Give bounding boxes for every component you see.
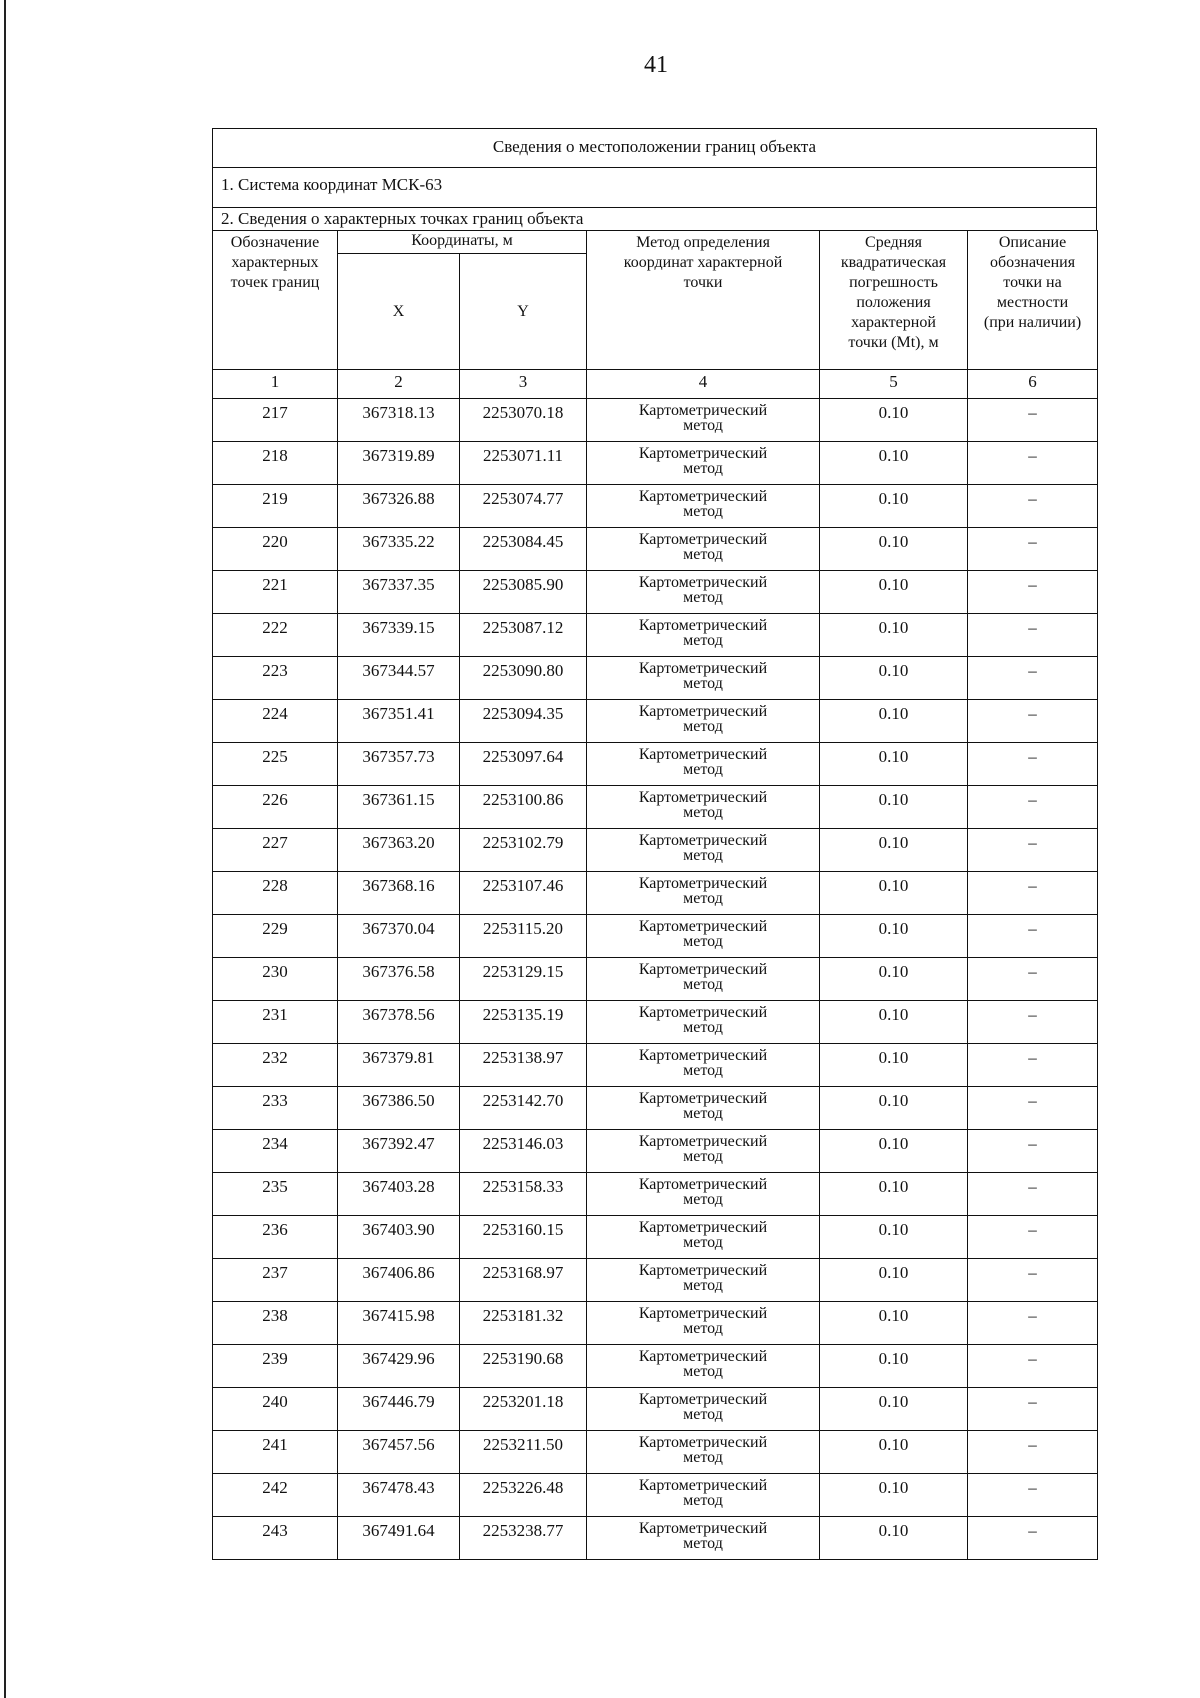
- method-line: Картометрический: [638, 1348, 768, 1365]
- method-cell: [587, 829, 820, 872]
- coord-x: 367386.50: [338, 1087, 460, 1130]
- coord-y: 2253211.50: [460, 1431, 587, 1474]
- column-number: 5: [820, 370, 968, 399]
- description-value: –: [968, 700, 1098, 743]
- description-value: –: [968, 485, 1098, 528]
- page-edge-line: [4, 0, 6, 1698]
- description-value: –: [968, 915, 1098, 958]
- method-line: Картометрический: [638, 1434, 768, 1451]
- coord-y: 2253226.48: [460, 1474, 587, 1517]
- col-coords-header: Координаты, м: [338, 231, 587, 254]
- method-line: метод: [683, 1062, 723, 1079]
- method-line: метод: [683, 632, 723, 649]
- description-value: –: [968, 786, 1098, 829]
- point-id: 227: [213, 829, 338, 872]
- column-number: 6: [968, 370, 1098, 399]
- table-row: [213, 442, 1098, 485]
- col-method-header: Метод определения координат характерной точки: [587, 231, 820, 370]
- method-line: Картометрический: [638, 1133, 768, 1150]
- method-line: метод: [683, 890, 723, 907]
- col-error-header: Средняя квадратическая погрешность положения характерной точки (Mt), м: [820, 231, 968, 370]
- method-cell: [587, 1259, 820, 1302]
- coord-x: 367357.73: [338, 743, 460, 786]
- method-line: метод: [683, 1191, 723, 1208]
- method-cell: [587, 958, 820, 1001]
- method-line: Картометрический: [638, 1520, 768, 1537]
- description-value: –: [968, 829, 1098, 872]
- point-id: 225: [213, 743, 338, 786]
- sheet-title: Сведения о местоположении границ объекта: [213, 129, 1096, 168]
- table-row: [213, 571, 1098, 614]
- method-cell: [587, 442, 820, 485]
- coord-y: 2253074.77: [460, 485, 587, 528]
- coord-x: 367478.43: [338, 1474, 460, 1517]
- method-cell: [587, 528, 820, 571]
- coord-y: 2253146.03: [460, 1130, 587, 1173]
- mt-value: 0.10: [820, 1216, 968, 1259]
- method-line: метод: [683, 546, 723, 563]
- table-row: [213, 1388, 1098, 1431]
- coord-y: 2253070.18: [460, 399, 587, 442]
- method-line: метод: [683, 1148, 723, 1165]
- table-row: [213, 1216, 1098, 1259]
- description-value: –: [968, 1388, 1098, 1431]
- coord-y: 2253142.70: [460, 1087, 587, 1130]
- coord-x: 367318.13: [338, 399, 460, 442]
- column-number: 2: [338, 370, 460, 399]
- method-line: Картометрический: [638, 746, 768, 763]
- coord-y: 2253090.80: [460, 657, 587, 700]
- description-value: –: [968, 657, 1098, 700]
- coord-y: 2253107.46: [460, 872, 587, 915]
- point-id: 231: [213, 1001, 338, 1044]
- coord-x: 367368.16: [338, 872, 460, 915]
- coord-x: 367319.89: [338, 442, 460, 485]
- mt-value: 0.10: [820, 1130, 968, 1173]
- table-row: [213, 1044, 1098, 1087]
- method-line: метод: [683, 460, 723, 477]
- description-value: –: [968, 528, 1098, 571]
- method-line: метод: [683, 1535, 723, 1552]
- method-cell: [587, 1431, 820, 1474]
- table-row: [213, 829, 1098, 872]
- point-id: 226: [213, 786, 338, 829]
- method-line: Картометрический: [638, 445, 768, 462]
- table-row: [213, 700, 1098, 743]
- col-designation-header: Обозначение характерных точек границ: [213, 231, 338, 370]
- method-cell: [587, 399, 820, 442]
- table-row: [213, 1517, 1098, 1560]
- method-cell: [587, 1216, 820, 1259]
- description-value: –: [968, 1474, 1098, 1517]
- coord-y: 2253158.33: [460, 1173, 587, 1216]
- page-number: 41: [644, 52, 668, 78]
- coord-x: 367363.20: [338, 829, 460, 872]
- coord-x: 367337.35: [338, 571, 460, 614]
- coord-x: 367370.04: [338, 915, 460, 958]
- method-line: метод: [683, 804, 723, 821]
- coord-y: 2253084.45: [460, 528, 587, 571]
- point-id: 233: [213, 1087, 338, 1130]
- table-row: [213, 614, 1098, 657]
- method-line: метод: [683, 1406, 723, 1423]
- points-section-title: 2. Сведения о характерных точках границ объекта: [221, 209, 584, 228]
- mt-value: 0.10: [820, 571, 968, 614]
- mt-value: 0.10: [820, 1474, 968, 1517]
- method-line: Картометрический: [638, 1305, 768, 1322]
- coord-x: 367344.57: [338, 657, 460, 700]
- method-cell: [587, 1302, 820, 1345]
- method-line: метод: [683, 1019, 723, 1036]
- method-line: метод: [683, 933, 723, 950]
- sheet-header: [212, 128, 1097, 230]
- point-id: 229: [213, 915, 338, 958]
- coord-x: 367335.22: [338, 528, 460, 571]
- method-line: метод: [683, 1492, 723, 1509]
- table-row: [213, 1345, 1098, 1388]
- method-cell: [587, 1474, 820, 1517]
- method-cell: [587, 485, 820, 528]
- coord-y: 2253160.15: [460, 1216, 587, 1259]
- table-row: [213, 1259, 1098, 1302]
- description-value: –: [968, 743, 1098, 786]
- description-value: –: [968, 1130, 1098, 1173]
- description-value: –: [968, 1044, 1098, 1087]
- method-line: метод: [683, 1363, 723, 1380]
- method-line: метод: [683, 589, 723, 606]
- point-id: 235: [213, 1173, 338, 1216]
- mt-value: 0.10: [820, 657, 968, 700]
- table-row: [213, 1001, 1098, 1044]
- method-line: метод: [683, 718, 723, 735]
- method-line: Картометрический: [638, 574, 768, 591]
- mt-value: 0.10: [820, 614, 968, 657]
- mt-value: 0.10: [820, 743, 968, 786]
- coord-x: 367415.98: [338, 1302, 460, 1345]
- coord-x: 367446.79: [338, 1388, 460, 1431]
- coord-y: 2253238.77: [460, 1517, 587, 1560]
- point-id: 241: [213, 1431, 338, 1474]
- description-value: –: [968, 1302, 1098, 1345]
- coord-y: 2253138.97: [460, 1044, 587, 1087]
- method-cell: [587, 700, 820, 743]
- description-value: –: [968, 571, 1098, 614]
- method-line: метод: [683, 847, 723, 864]
- coord-y: 2253071.11: [460, 442, 587, 485]
- method-cell: [587, 1388, 820, 1431]
- table-row: [213, 958, 1098, 1001]
- method-line: Картометрический: [638, 1262, 768, 1279]
- description-value: –: [968, 1087, 1098, 1130]
- point-id: 240: [213, 1388, 338, 1431]
- description-value: –: [968, 1345, 1098, 1388]
- header-row-1: [213, 231, 1098, 254]
- point-id: 242: [213, 1474, 338, 1517]
- mt-value: 0.10: [820, 786, 968, 829]
- method-line: метод: [683, 976, 723, 993]
- method-line: метод: [683, 675, 723, 692]
- method-line: Картометрический: [638, 660, 768, 677]
- point-id: 223: [213, 657, 338, 700]
- coord-x: 367429.96: [338, 1345, 460, 1388]
- coord-y: 2253102.79: [460, 829, 587, 872]
- description-value: –: [968, 1517, 1098, 1560]
- column-number: 3: [460, 370, 587, 399]
- description-value: –: [968, 1259, 1098, 1302]
- table-row: [213, 1431, 1098, 1474]
- coord-y: 2253181.32: [460, 1302, 587, 1345]
- coord-x: 367361.15: [338, 786, 460, 829]
- mt-value: 0.10: [820, 1087, 968, 1130]
- mt-value: 0.10: [820, 829, 968, 872]
- method-line: Картометрический: [638, 1090, 768, 1107]
- method-line: Картометрический: [638, 1176, 768, 1193]
- mt-value: 0.10: [820, 485, 968, 528]
- mt-value: 0.10: [820, 1431, 968, 1474]
- col-y-header: Y: [460, 254, 587, 370]
- coord-y: 2253201.18: [460, 1388, 587, 1431]
- method-cell: [587, 1087, 820, 1130]
- mt-value: 0.10: [820, 872, 968, 915]
- method-cell: [587, 1044, 820, 1087]
- method-line: метод: [683, 1320, 723, 1337]
- coord-y: 2253115.20: [460, 915, 587, 958]
- method-line: Картометрический: [638, 1219, 768, 1236]
- table-row: [213, 743, 1098, 786]
- method-line: Картометрический: [638, 402, 768, 419]
- method-cell: [587, 571, 820, 614]
- mt-value: 0.10: [820, 1044, 968, 1087]
- coord-x: 367403.90: [338, 1216, 460, 1259]
- coord-y: 2253190.68: [460, 1345, 587, 1388]
- coord-y: 2253168.97: [460, 1259, 587, 1302]
- coord-y: 2253135.19: [460, 1001, 587, 1044]
- method-cell: [587, 614, 820, 657]
- coord-x: 367326.88: [338, 485, 460, 528]
- method-cell: [587, 743, 820, 786]
- col-x-header: X: [338, 254, 460, 370]
- method-cell: [587, 657, 820, 700]
- mt-value: 0.10: [820, 1388, 968, 1431]
- method-cell: [587, 1517, 820, 1560]
- coordinate-system: 1. Система координат МСК-63: [213, 168, 1096, 208]
- point-id: 232: [213, 1044, 338, 1087]
- column-number: 4: [587, 370, 820, 399]
- method-line: Картометрический: [638, 1477, 768, 1494]
- method-cell: [587, 786, 820, 829]
- description-value: –: [968, 1173, 1098, 1216]
- table-row: [213, 399, 1098, 442]
- table-row: [213, 915, 1098, 958]
- description-value: –: [968, 1431, 1098, 1474]
- mt-value: 0.10: [820, 1259, 968, 1302]
- table-row: [213, 1302, 1098, 1345]
- method-line: Картометрический: [638, 617, 768, 634]
- column-numbers-row: [213, 370, 1098, 399]
- description-value: –: [968, 399, 1098, 442]
- method-line: метод: [683, 503, 723, 520]
- coord-x: 367339.15: [338, 614, 460, 657]
- point-id: 238: [213, 1302, 338, 1345]
- point-id: 230: [213, 958, 338, 1001]
- method-line: Картометрический: [638, 961, 768, 978]
- method-line: Картометрический: [638, 789, 768, 806]
- method-line: Картометрический: [638, 488, 768, 505]
- table-row: [213, 872, 1098, 915]
- description-value: –: [968, 958, 1098, 1001]
- coord-y: 2253085.90: [460, 571, 587, 614]
- point-id: 222: [213, 614, 338, 657]
- point-id: 218: [213, 442, 338, 485]
- method-line: метод: [683, 761, 723, 778]
- coord-x: 367457.56: [338, 1431, 460, 1474]
- mt-value: 0.10: [820, 958, 968, 1001]
- description-value: –: [968, 1216, 1098, 1259]
- coord-x: 367351.41: [338, 700, 460, 743]
- method-line: Картометрический: [638, 1004, 768, 1021]
- point-id: 234: [213, 1130, 338, 1173]
- description-value: –: [968, 442, 1098, 485]
- method-line: метод: [683, 1234, 723, 1251]
- method-line: Картометрический: [638, 918, 768, 935]
- description-value: –: [968, 1001, 1098, 1044]
- mt-value: 0.10: [820, 399, 968, 442]
- table-row: [213, 485, 1098, 528]
- point-id: 239: [213, 1345, 338, 1388]
- table-row: [213, 1087, 1098, 1130]
- coord-y: 2253087.12: [460, 614, 587, 657]
- method-line: метод: [683, 1277, 723, 1294]
- boundary-sheet: [212, 128, 1097, 1560]
- column-number: 1: [213, 370, 338, 399]
- coord-x: 367406.86: [338, 1259, 460, 1302]
- coord-y: 2253100.86: [460, 786, 587, 829]
- method-line: метод: [683, 417, 723, 434]
- point-id: 243: [213, 1517, 338, 1560]
- point-id: 228: [213, 872, 338, 915]
- method-line: Картометрический: [638, 531, 768, 548]
- point-id: 219: [213, 485, 338, 528]
- table-row: [213, 528, 1098, 571]
- table-row: [213, 1130, 1098, 1173]
- coord-y: 2253129.15: [460, 958, 587, 1001]
- mt-value: 0.10: [820, 528, 968, 571]
- point-id: 237: [213, 1259, 338, 1302]
- points-table: [212, 230, 1098, 1560]
- table-row: [213, 657, 1098, 700]
- table-row: [213, 1173, 1098, 1216]
- mt-value: 0.10: [820, 1517, 968, 1560]
- point-id: 224: [213, 700, 338, 743]
- coord-x: 367379.81: [338, 1044, 460, 1087]
- coord-y: 2253097.64: [460, 743, 587, 786]
- mt-value: 0.10: [820, 442, 968, 485]
- coord-x: 367491.64: [338, 1517, 460, 1560]
- description-value: –: [968, 614, 1098, 657]
- mt-value: 0.10: [820, 1001, 968, 1044]
- table-row: [213, 1474, 1098, 1517]
- method-line: Картометрический: [638, 703, 768, 720]
- method-line: метод: [683, 1449, 723, 1466]
- mt-value: 0.10: [820, 1345, 968, 1388]
- method-line: Картометрический: [638, 875, 768, 892]
- method-line: Картометрический: [638, 1047, 768, 1064]
- method-cell: [587, 915, 820, 958]
- method-line: метод: [683, 1105, 723, 1122]
- method-cell: [587, 1130, 820, 1173]
- point-id: 220: [213, 528, 338, 571]
- description-value: –: [968, 872, 1098, 915]
- method-cell: [587, 1173, 820, 1216]
- coord-x: 367376.58: [338, 958, 460, 1001]
- point-id: 236: [213, 1216, 338, 1259]
- coord-y: 2253094.35: [460, 700, 587, 743]
- method-cell: [587, 1001, 820, 1044]
- table-row: [213, 786, 1098, 829]
- method-cell: [587, 872, 820, 915]
- coord-x: 367392.47: [338, 1130, 460, 1173]
- coord-x: 367403.28: [338, 1173, 460, 1216]
- col-description-header: Описание обозначения точки на местности (при наличии): [968, 231, 1098, 370]
- method-cell: [587, 1345, 820, 1388]
- method-line: Картометрический: [638, 832, 768, 849]
- point-id: 221: [213, 571, 338, 614]
- mt-value: 0.10: [820, 1302, 968, 1345]
- mt-value: 0.10: [820, 700, 968, 743]
- mt-value: 0.10: [820, 915, 968, 958]
- point-id: 217: [213, 399, 338, 442]
- method-line: Картометрический: [638, 1391, 768, 1408]
- coord-x: 367378.56: [338, 1001, 460, 1044]
- mt-value: 0.10: [820, 1173, 968, 1216]
